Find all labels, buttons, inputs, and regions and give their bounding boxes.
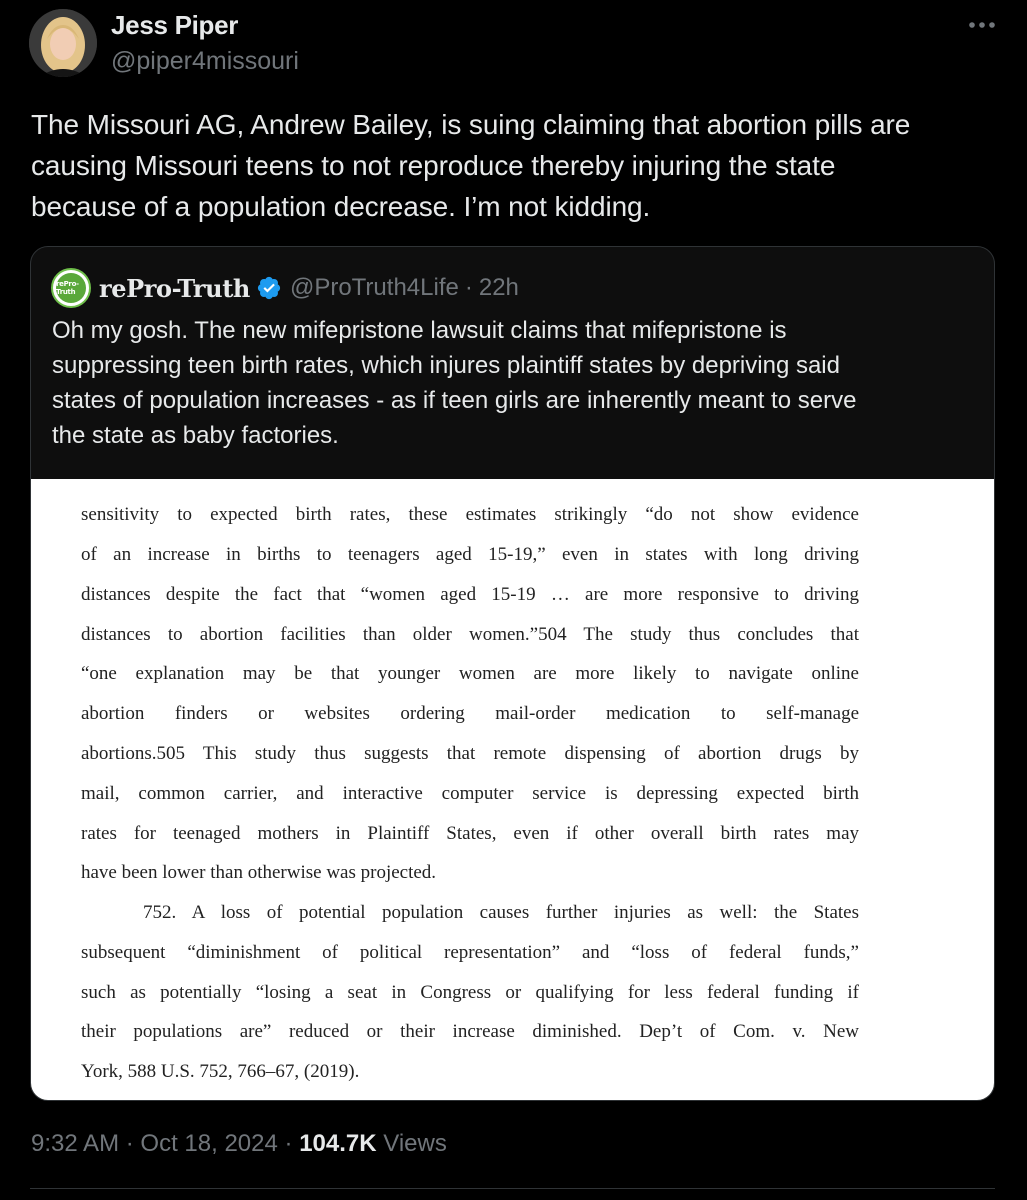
document-line: mail, common carrier, and interactive computer service is depressing expected birth [81,783,859,804]
quoted-tweet-header [51,267,519,309]
footer-separator: · [284,1130,293,1157]
document-line: sensitivity to expected birth rates, these estimates strikingly “do not show evidence [81,504,859,525]
author-handle[interactable]: @piper4missouri [111,47,299,75]
divider [30,1188,995,1189]
tweet-footer [31,1130,447,1158]
tweet-text: The Missouri AG, Andrew Bailey, is suing claiming that abortion pills are causing Missouri teens to not reproduce thereby injuring the state because of a population decrease. I’m not kidding. [31,109,911,222]
document-line: “one explanation may be that younger women are more likely to navigate online [81,663,859,684]
document-line: distances despite the fact that “women aged 15-19 … are more responsive to driving [81,584,859,605]
more-icon [967,20,997,30]
quoted-tweet[interactable] [30,246,995,1101]
quoted-separator: · [464,274,473,301]
document-line: abortions.505 This study thus suggests that remote dispensing of abortion drugs by [81,743,859,764]
quoted-author-name[interactable]: rePro-Truth [99,273,250,303]
author-avatar[interactable] [29,9,97,77]
views-label: Views [383,1130,447,1157]
document-line: have been lower than otherwise was projected. [81,862,437,883]
quoted-tweet-text: Oh my gosh. The new mifepristone lawsuit claims that mifepristone is suppressing teen birth rates, which injures plaintiff states by depriving said states of population increases - as if teen girls are inherently meant to serve the state as baby factories. [52,317,857,449]
tweet-date[interactable]: Oct 18, 2024 [140,1130,278,1157]
verified-badge-icon [256,275,282,301]
attached-document-image[interactable] [31,479,994,1101]
author-name[interactable]: Jess Piper [111,10,239,40]
document-line: York, 588 U.S. 752, 766–67, (2019). [81,1061,360,1082]
quoted-author-avatar[interactable] [51,268,91,308]
document-line: their populations are” reduced or their increase diminished. Dep’t of Com. v. New [81,1021,859,1042]
document-line: 752. A loss of potential population causes further injuries as well: the States [143,902,859,923]
quoted-author-handle[interactable]: @ProTruth4Life [289,274,459,301]
quoted-timestamp[interactable]: 22h [478,274,519,301]
tweet-time[interactable]: 9:32 AM [31,1130,120,1157]
document-line: abortion finders or websites ordering mail-order medication to self-manage [81,703,859,724]
document-line: rates for teenaged mothers in Plaintiff States, even if other overall birth rates may [81,823,859,844]
document-line: of an increase in births to teenagers aged 15-19,” even in states with long driving [81,544,859,565]
document-line: subsequent “diminishment of political representation” and “loss of federal funds,” [81,942,859,963]
views-count: 104.7K [299,1130,377,1157]
quoted-avatar-logo: rePro-Truth [56,273,86,303]
more-options-button[interactable] [960,10,1004,40]
document-line: distances to abortion facilities than older women.”504 The study thus concludes that [81,624,859,645]
document-line: such as potentially “losing a seat in Congress or qualifying for less federal funding if [81,982,859,1003]
footer-separator: · [125,1130,134,1157]
